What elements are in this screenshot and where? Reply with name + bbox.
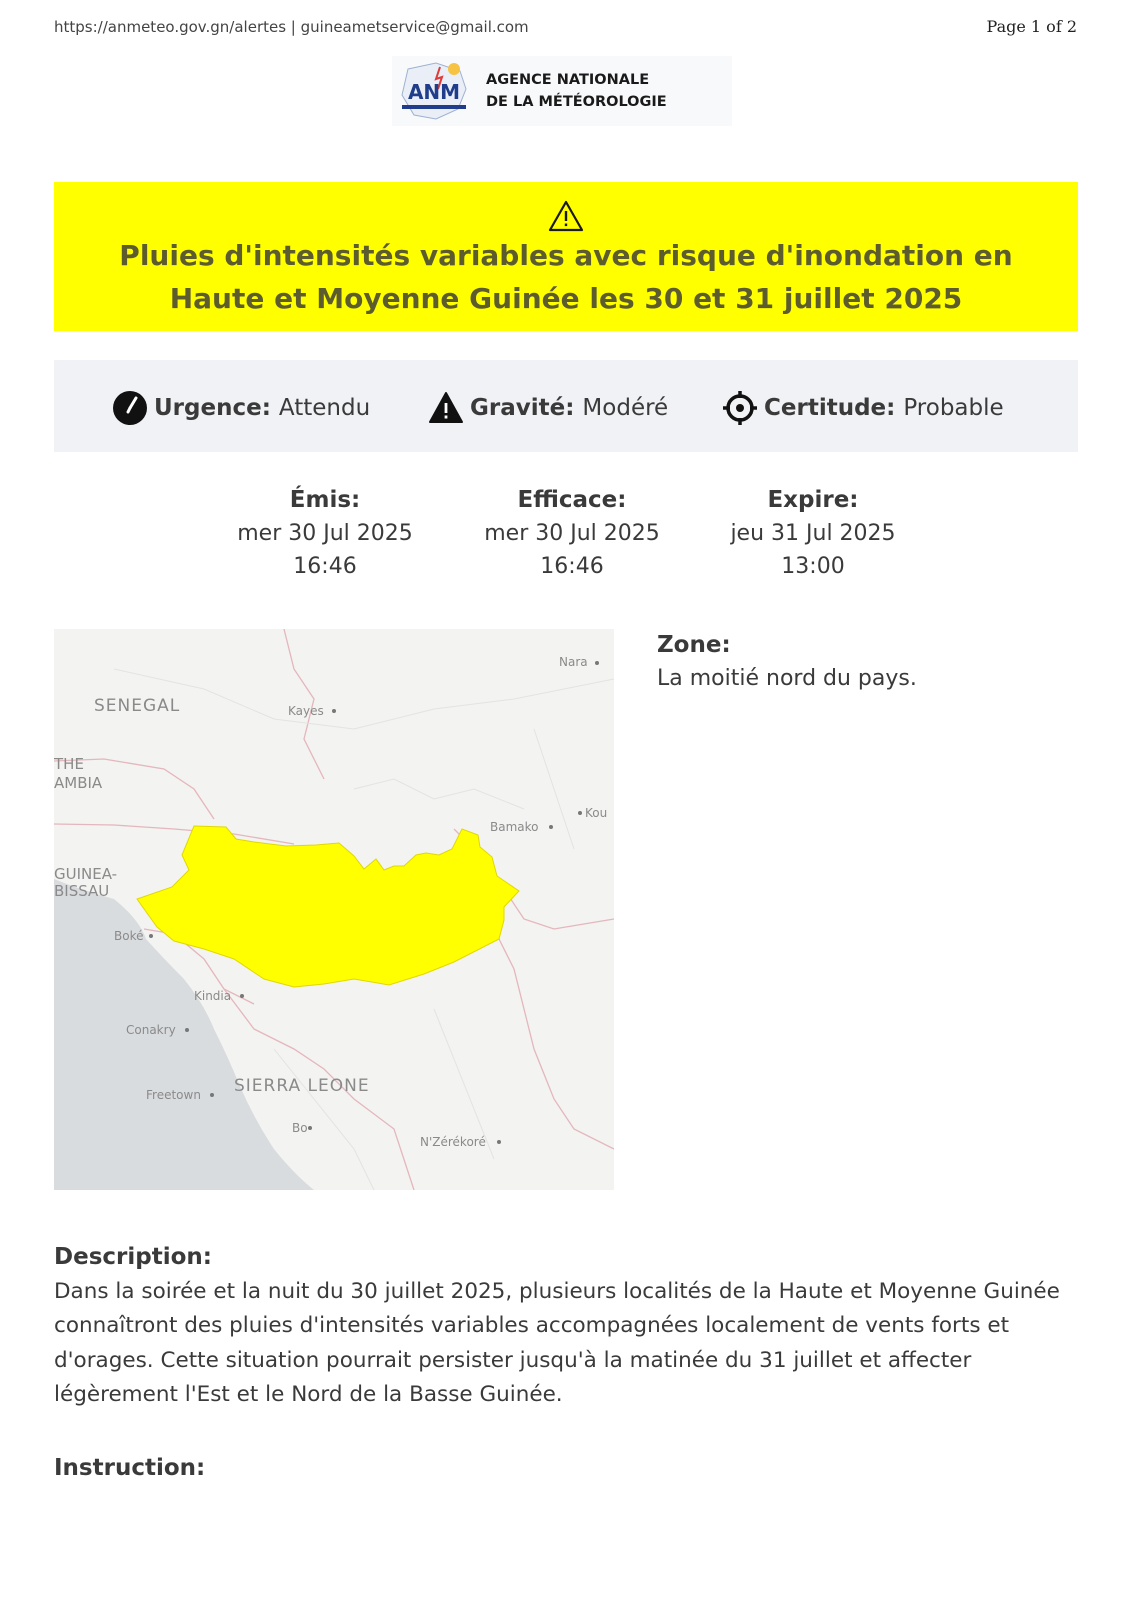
map-label-sierra-leone: SIERRA LEONE xyxy=(234,1076,370,1096)
alert-meta xyxy=(54,360,1078,452)
alert-banner xyxy=(54,182,1078,331)
map-label-boke: Boké xyxy=(114,929,144,943)
map-label-kou: Kou xyxy=(585,806,608,820)
effective-date: mer 30 Jul 2025 xyxy=(484,521,660,546)
effective-col xyxy=(462,484,682,583)
issued-col xyxy=(215,484,435,583)
expires-date: jeu 31 Jul 2025 xyxy=(730,521,896,546)
header-source: https://anmeteo.gov.gn/alertes | guineametservice@gmail.com xyxy=(54,18,529,36)
clock-icon xyxy=(112,390,148,426)
map-label-the: THE xyxy=(54,755,84,773)
effective-time: 16:46 xyxy=(540,554,604,579)
severity-item xyxy=(428,390,668,426)
logo-line-1: AGENCE NATIONALE xyxy=(486,72,650,88)
map-label-bo: Bo xyxy=(292,1121,308,1135)
effective-label: Efficace: xyxy=(517,487,627,513)
logo-mark-text: ANM xyxy=(407,80,461,104)
map-label-senegal: SENEGAL xyxy=(94,696,181,716)
description-label: Description: xyxy=(54,1244,212,1270)
alert-map[interactable] xyxy=(54,629,614,1190)
map-label-freetown: Freetown xyxy=(146,1088,201,1102)
alert-title: Pluies d'intensités variables avec risque d'inondation en Haute et Moyenne Guinée les 30 et 31 juillet 2025 xyxy=(119,239,1013,315)
map-label-ambia: AMBIA xyxy=(54,774,103,792)
map-label-guinea-bissau-2: BISSAU xyxy=(54,882,110,900)
certainty-item xyxy=(722,390,1004,426)
certainty-value: Probable xyxy=(903,395,1004,421)
severity-label: Gravité: xyxy=(470,395,575,421)
urgency-value: Attendu xyxy=(278,395,371,421)
severity-value: Modéré xyxy=(582,395,669,421)
zone-label: Zone: xyxy=(657,632,731,658)
warning-icon xyxy=(548,200,584,232)
page-number: Page 1 of 2 xyxy=(986,17,1077,36)
map-label-bamako: Bamako xyxy=(490,820,539,834)
map-label-kindia: Kindia xyxy=(194,989,232,1003)
map-label-nara: Nara xyxy=(559,655,588,669)
map-label-nzerekore: N'Zérékoré xyxy=(420,1135,486,1149)
logo-line-2: DE LA MÉTÉOROLOGIE xyxy=(486,94,667,110)
expires-time: 13:00 xyxy=(781,554,845,579)
anm-logo-icon xyxy=(396,59,472,123)
instruction-label: Instruction: xyxy=(54,1455,206,1481)
certainty-label: Certitude: xyxy=(764,395,896,421)
alert-dates xyxy=(0,484,1131,584)
map-label-guinea-bissau-1: GUINEA- xyxy=(54,865,118,883)
map-canvas xyxy=(54,629,614,1190)
zone-value: La moitié nord du pays. xyxy=(657,666,917,691)
map-label-kayes: Kayes xyxy=(288,704,324,718)
issued-date: mer 30 Jul 2025 xyxy=(237,521,413,546)
crosshair-icon xyxy=(722,390,758,426)
issued-time: 16:46 xyxy=(293,554,357,579)
expires-label: Expire: xyxy=(767,487,859,513)
description-text: Dans la soirée et la nuit du 30 juillet 2025, plusieurs localités de la Haute et Moyenne Guinée connaîtront des pluies d'intensités variables accompagnées localement de vents forts et d'orages. Cette situation pourrait persister jusqu'à la matinée du 31 juillet et affecter légèrement l'Est et le Nord de la Basse Guinée. xyxy=(54,1278,1060,1407)
issued-label: Émis: xyxy=(289,487,361,513)
zone-section xyxy=(657,628,917,696)
map-label-conakry: Conakry xyxy=(126,1023,176,1037)
urgency-label: Urgence: xyxy=(154,395,271,421)
warning-filled-icon xyxy=(428,390,464,426)
agency-logo xyxy=(392,56,732,126)
description-section xyxy=(54,1240,1084,1413)
expires-col xyxy=(703,484,923,583)
urgency-item xyxy=(112,390,370,426)
